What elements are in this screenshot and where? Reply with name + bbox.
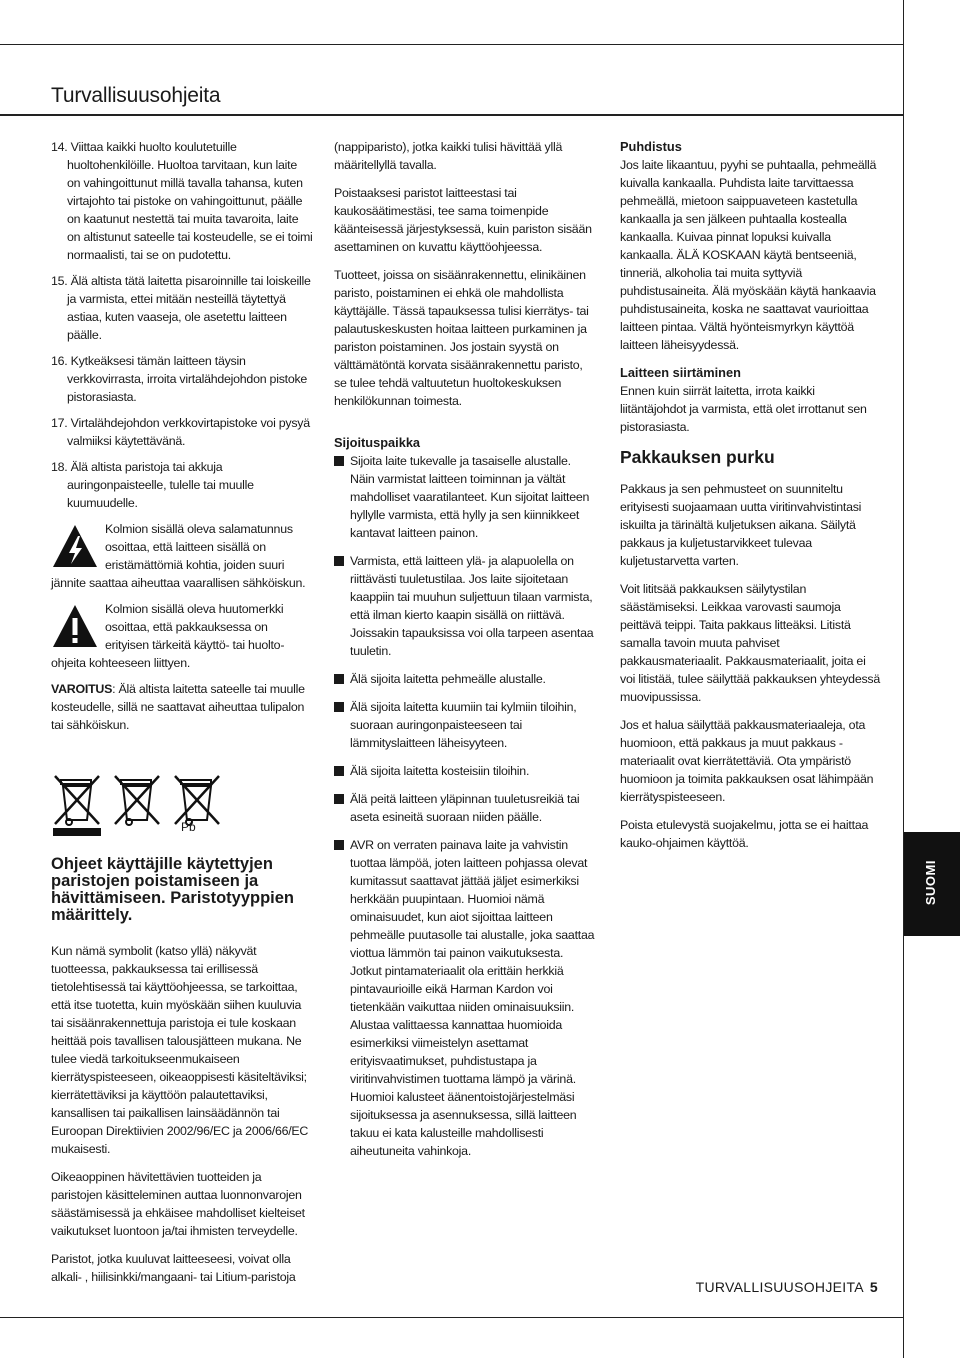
placement-bullet: Älä sijoita laitetta pehmeälle alustalle.	[334, 670, 596, 688]
caution-label: VAROITUS	[51, 682, 113, 696]
title-rule	[0, 114, 904, 116]
pb-label: Pb	[181, 820, 196, 834]
voltage-warning	[51, 520, 313, 592]
column-1	[51, 138, 313, 1296]
weee-symbols	[51, 768, 313, 838]
placement-bullet: Sijoita laite tukevalle ja tasaiselle alustalle. Näin varmistat laitteen toiminnan ja vältät mahdolliset vaaratilanteet. Kun sijoitat laitteen hyllylle varmista, että hylly ja sen kiinnikkeet kantavat laitteen painon.	[334, 452, 596, 542]
crossed-bin-icon	[111, 772, 163, 838]
battery-paragraph-2: Oikeaoppinen hävitettävien tuotteiden ja paristojen käsitteleminen auttaa luonnonvarojen säästämisessä ja ehkäisee mahdolliset kielteiset vaikutukset luontoon ja/tai ihmisten terveydelle.	[51, 1170, 305, 1238]
moving-heading: Laitteen siirtäminen	[620, 365, 741, 380]
unpacking-heading: Pakkauksen purku	[620, 447, 775, 467]
caution-note	[51, 680, 313, 734]
language-tab-label: SUOMI	[923, 860, 938, 906]
lightning-warning-icon	[51, 522, 99, 570]
safety-item-16: 16. Kytkeäksesi tämän laitteen täysin verkkovirrasta, irroita virtalähdejohdon pistoke pistorasiasta.	[51, 354, 308, 404]
column-3	[620, 138, 882, 862]
frame-bottom-rule	[0, 1317, 904, 1318]
column-2	[334, 138, 596, 1170]
voltage-warning-text: Kolmion sisällä oleva salamatunnus osoittaa, että laitteen sisällä on eristämättömiä kohtia, joiden suuri jännite saattaa aiheuttaa vaarallisen sähköiskun.	[51, 522, 306, 590]
safety-item-18: 18. Älä altista paristoja tai akkuja auringonpaisteelle, tulelle tai muulle kuumuudelle.	[51, 460, 254, 510]
page-number: 5	[869, 1279, 878, 1295]
placement-bullet: AVR on verraten painava laite ja vahvistin tuottaa lämpöä, joten laitteen pohjassa olevat kumitassut saattavat jättää jäljet esimerkiksi herkkään puupintaan. Huomioi nämä ominaisuudet, kun aiot sijoittaa laitteen pehmeälle puutasolle tai alustalle, joka saattaa viottua lämmön tai painon vaikutuksesta. Jotkut pintamateriaalit ola erittäin herkkiä pintavaurioille eikä Harman Kardon voi tietenkään vaikuttaa niiden ominaisuuksiin. Alustaa valittaessa kannattaa huomioida esimerkiksi viimeistelyn asettamat erityisvaatimukset, puhdistustapa ja viritinvahvistimen tuottama lämpö ja värinä. Huomioi kalusteet äänentoistojärjestelmäsi sijoituksessa ja asennuksessa, sillä laitteen takuu ei kata kalusteille mahdollisesti aiheutuneita vahinkoja.	[334, 836, 596, 1160]
placement-bullet: Älä peitä laitteen yläpinnan tuuletusreikiä tai aseta esineitä suoraan niiden päälle.	[334, 790, 596, 826]
battery-heading: Ohjeet käyttäjille käytettyjen paristojen poistamiseen ja hävittämiseen. Paristotyyppien määrittely.	[51, 855, 294, 924]
caution-text: : Älä altista laitetta sateelle tai muulle kosteudelle, sillä ne saattavat aiheuttaa tulipalon tai sähköiskun.	[51, 682, 305, 732]
crossed-bin-icon	[51, 772, 103, 838]
placement-bullet: Varmista, että laitteen ylä- ja alapuolella on riittävästi tuuletustilaa. Jos laite sijoitetaan kaappiin tai muuhun suljettuun tilaan varmista, että ilman kierto kaapin sisällä on riittävä. Joissakin tapauksissa voi olla tarpeen asentaa tuuletin.	[334, 552, 596, 660]
cleaning-text: Jos laite likaantuu, pyyhi se puhtaalla, pehmeällä kuivalla kankaalla. Puhdista laite tarvittaessa pehmeällä, mietoon saippuaveteen kastetulla kankaalla ja sen jälkeen puhtaalla kostealla kankaalla. Kuivaa pinnat lopuksi kuivalla kankaalla. ÄLÄ KOSKAAN käytä bentseeniä, tinneriä, alkoholia tai muita syttyviä puhdistusaineita. Älä myöskään käytä hankaavia puhdistusaineita, koska ne saattavat vaurioittaa laitteen pintaa. Vältä hyönteismyrkyn käyttöä laitteen läheisyydessä.	[620, 158, 877, 352]
frame-top-rule	[0, 44, 904, 45]
safety-item-15: 15. Älä altista tätä laitetta pisaroinnille tai loiskeille ja varmista, ettei mitään nesteillä täytettyä astiaa, kuten vaaseja, ole asetettu laitteen päälle.	[51, 274, 311, 342]
battery-paragraph-6: Tuotteet, joissa on sisäänrakennettu, elinikäinen paristo, poistaminen ei ehkä ole mahdollista käyttäjälle. Tässä tapauksessa tulisi kierrätys- tai palautuskeskusten hoitaa laitteen purkaminen ja pariston poistaminen. Jos jostain syystä on välttämätöntä korvata sisäänrakennettu paristo, se tulee tehdä valtuutetun huoltokeskuksen henkilökunnan toimesta.	[334, 268, 589, 408]
safety-item-17: 17. Virtalähdejohdon verkkovirtapistoke voi pysyä valmiiksi käytettävänä.	[51, 416, 310, 448]
unpacking-paragraph-1: Pakkaus ja sen pehmusteet on suunniteltu erityisesti suojaamaan uutta viritinvahvistintasi iskuilta ja tärinältä kuljetuksen aikana. Säilytä pakkaus ja kuljetustarvikkeet tulevaa kuljetustarvetta varten.	[620, 482, 862, 568]
crossed-bin-icon	[171, 772, 223, 838]
placement-bullet: Älä sijoita laitetta kosteisiin tiloihin.	[334, 762, 596, 780]
safety-item-14: 14. Viittaa kaikki huolto koulutetuille huoltohenkilöille. Huoltoa tarvitaan, kun laite on vahingoittunut millä tavalla tahansa, kuten virtajohto tai pistoke on vahingoittunut, päälle on kaatunut nestettä tai muita tavaroita, laite on altistunut sateelle tai kosteudelle, se ei toimi normaalisti, tai se on pudotettu.	[51, 140, 313, 262]
unpacking-paragraph-3: Jos et halua säilyttää pakkausmateriaaleja, ota huomioon, että pakkaus ja muut pakkaus -materiaalit ovat kierrätettäviä. Ota ympäristö huomioon ja toimita pakkauksen osat lähimpään kierrätyspisteeseen.	[620, 718, 874, 804]
battery-paragraph-3: Paristot, jotka kuuluvat laitteeseesi, voivat olla alkali- , hiilisinkki/mangaani- tai Litium-paristoja	[51, 1252, 296, 1284]
language-tab	[904, 832, 960, 936]
moving-text: Ennen kuin siirrät laitetta, irrota kaikki liitäntäjohdot ja varmista, että olet irrottanut sen pistorasiasta.	[620, 384, 867, 434]
page-title: Turvallisuusohjeita	[51, 84, 221, 107]
frame-right-rule	[903, 0, 904, 1358]
placement-bullet: Älä sijoita laitetta kuumiin tai kylmiin tiloihin, suoraan auringonpaisteeseen tai lämmityslaitteen läheisyyteen.	[334, 698, 596, 752]
battery-paragraph-1: Kun nämä symbolit (katso yllä) näkyvät tuotteessa, pakkauksessa tai erillisessä tietolehtisessä tai käyttöohjeessa, se tarkoittaa, että itse tuotetta, kuin myöskään siihen kuuluvia tai sisäänrakennettuja paristoja ei tule koskaan heittää pois tavallisen talousjätteen mukana. Ne tulee viedä tarkoitukseenmukaiseen kierrätyspisteeseen, oikeaoppisesti käsiteltäviksi; kierrätettäviksi ja käyttöön palautettaviksi, kansallisen tai paikallisen lainsäädännön tai Euroopan Direktiivien 2002/96/EC ja 2006/66/EC mukaisesti.	[51, 944, 309, 1156]
battery-paragraph-5: Poistaaksesi paristot laitteestasi tai kaukosäätimestäsi, tee sama toimenpide käänteisessä järjestyksessä, kuin pariston sisään asettaminen on kuvattu käyttöohjeessa.	[334, 186, 592, 254]
attention-warning-text: Kolmion sisällä oleva huutomerkki osoittaa, että pakkauksessa on erityisen tärkeitä käyttö- tai huolto-ohjeita kohteeseen liittyen.	[51, 602, 285, 670]
placement-heading: Sijoituspaikka	[334, 435, 421, 450]
cleaning-heading: Puhdistus	[620, 139, 682, 154]
page-footer	[696, 1279, 878, 1295]
unpacking-paragraph-2: Voit lititsää pakkauksen säilytystilan säästämiseksi. Leikkaa varovasti saumoja peittävä teippi. Taita pakkaus litteäksi. Litistä samalla tavoin muuta pahviset pakkausmateriaalit. Pakkausmateriaalit, joita ei voi litistää, tulee säilyttää pakkauksen yhteydessä muovipussissa.	[620, 582, 880, 704]
unpacking-paragraph-4: Poista etulevystä suojakelmu, jotta se ei haittaa kauko-ohjaimen käyttöä.	[620, 818, 869, 850]
battery-paragraph-4: (nappiparisto), jotka kaikki tulisi hävittää yllä määritellyllä tavalla.	[334, 140, 563, 172]
exclamation-warning-icon	[51, 602, 99, 650]
footer-label: TURVALLISUUSOHJEITA	[695, 1279, 864, 1295]
attention-warning	[51, 600, 313, 672]
